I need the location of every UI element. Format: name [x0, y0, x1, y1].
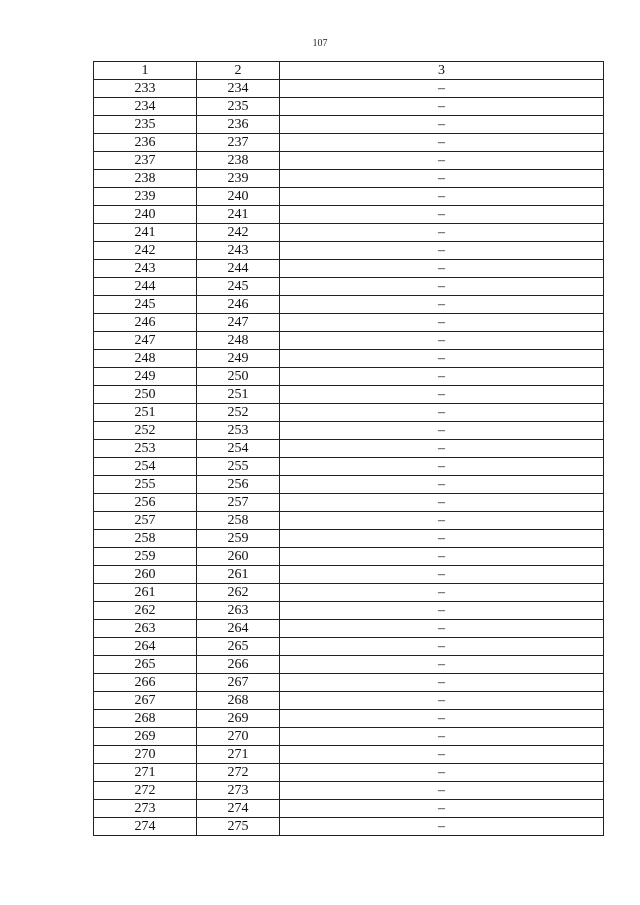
table-cell-col3: –	[280, 818, 604, 836]
table-cell-col2: 267	[197, 674, 280, 692]
table-cell-col2: 259	[197, 530, 280, 548]
table-cell-col3: –	[280, 368, 604, 386]
table-row	[94, 152, 604, 170]
table-cell-col1: 262	[94, 602, 197, 620]
table-row	[94, 566, 604, 584]
table-row	[94, 170, 604, 188]
table-cell-col2: 275	[197, 818, 280, 836]
table-cell-col3: –	[280, 800, 604, 818]
table-cell-col3: –	[280, 422, 604, 440]
table-cell-col3: –	[280, 98, 604, 116]
table-cell-col2: 254	[197, 440, 280, 458]
page-number: 107	[312, 38, 328, 49]
table-cell-col1: 242	[94, 242, 197, 260]
table-cell-col3: –	[280, 260, 604, 278]
table-cell-col2: 263	[197, 602, 280, 620]
table-cell-col1: 254	[94, 458, 197, 476]
table-row	[94, 224, 604, 242]
table-cell-col3: –	[280, 80, 604, 98]
column-header-1: 1	[94, 62, 197, 80]
table-cell-col3: –	[280, 746, 604, 764]
table-cell-col3: –	[280, 224, 604, 242]
table-cell-col3: –	[280, 566, 604, 584]
table-row	[94, 602, 604, 620]
table-cell-col3: –	[280, 584, 604, 602]
table-cell-col3: –	[280, 386, 604, 404]
table-cell-col3: –	[280, 152, 604, 170]
table-cell-col1: 263	[94, 620, 197, 638]
table-cell-col2: 269	[197, 710, 280, 728]
table-row	[94, 314, 604, 332]
table-cell-col3: –	[280, 530, 604, 548]
table-cell-col1: 261	[94, 584, 197, 602]
table-cell-col2: 273	[197, 782, 280, 800]
table-row	[94, 368, 604, 386]
table-cell-col1: 272	[94, 782, 197, 800]
table-cell-col2: 272	[197, 764, 280, 782]
table-row	[94, 296, 604, 314]
table-cell-col2: 239	[197, 170, 280, 188]
table-cell-col2: 248	[197, 332, 280, 350]
table-cell-col2: 244	[197, 260, 280, 278]
table-cell-col1: 240	[94, 206, 197, 224]
table-cell-col1: 237	[94, 152, 197, 170]
table-cell-col1: 265	[94, 656, 197, 674]
table-cell-col2: 268	[197, 692, 280, 710]
table-cell-col3: –	[280, 692, 604, 710]
table-cell-col1: 250	[94, 386, 197, 404]
table-cell-col3: –	[280, 728, 604, 746]
table-row	[94, 656, 604, 674]
table-cell-col2: 238	[197, 152, 280, 170]
table-row	[94, 818, 604, 836]
table-cell-col2: 262	[197, 584, 280, 602]
table-cell-col1: 246	[94, 314, 197, 332]
table-row	[94, 746, 604, 764]
table-row	[94, 80, 604, 98]
table-cell-col1: 269	[94, 728, 197, 746]
table-cell-col1: 264	[94, 638, 197, 656]
table-cell-col2: 234	[197, 80, 280, 98]
table-row	[94, 530, 604, 548]
table-cell-col1: 267	[94, 692, 197, 710]
table-cell-col1: 270	[94, 746, 197, 764]
table-row	[94, 692, 604, 710]
table-cell-col3: –	[280, 206, 604, 224]
table-row	[94, 242, 604, 260]
table-cell-col2: 237	[197, 134, 280, 152]
table-cell-col2: 253	[197, 422, 280, 440]
table-cell-col1: 236	[94, 134, 197, 152]
table-cell-col1: 247	[94, 332, 197, 350]
table-cell-col2: 249	[197, 350, 280, 368]
table-row	[94, 728, 604, 746]
table-row	[94, 98, 604, 116]
table-cell-col2: 261	[197, 566, 280, 584]
table-cell-col2: 243	[197, 242, 280, 260]
table-cell-col2: 265	[197, 638, 280, 656]
table-cell-col2: 258	[197, 512, 280, 530]
table-row	[94, 134, 604, 152]
table-cell-col1: 257	[94, 512, 197, 530]
table-cell-col3: –	[280, 656, 604, 674]
table-row	[94, 278, 604, 296]
table-cell-col1: 244	[94, 278, 197, 296]
table-row	[94, 260, 604, 278]
table-cell-col2: 245	[197, 278, 280, 296]
table-cell-col2: 250	[197, 368, 280, 386]
table-cell-col3: –	[280, 170, 604, 188]
table-cell-col1: 249	[94, 368, 197, 386]
table-cell-col3: –	[280, 494, 604, 512]
table-cell-col3: –	[280, 332, 604, 350]
table-cell-col1: 238	[94, 170, 197, 188]
table-row	[94, 494, 604, 512]
table-cell-col1: 235	[94, 116, 197, 134]
table-row	[94, 674, 604, 692]
table-row	[94, 512, 604, 530]
table-cell-col1: 233	[94, 80, 197, 98]
data-table	[93, 61, 604, 836]
table-cell-col1: 256	[94, 494, 197, 512]
table-cell-col1: 271	[94, 764, 197, 782]
table-cell-col3: –	[280, 242, 604, 260]
table-row	[94, 548, 604, 566]
table-cell-col1: 260	[94, 566, 197, 584]
table-cell-col2: 246	[197, 296, 280, 314]
table-cell-col2: 260	[197, 548, 280, 566]
table-cell-col1: 234	[94, 98, 197, 116]
table-cell-col2: 274	[197, 800, 280, 818]
table-row	[94, 350, 604, 368]
table-cell-col3: –	[280, 278, 604, 296]
table-cell-col2: 252	[197, 404, 280, 422]
table-row	[94, 332, 604, 350]
table-cell-col2: 236	[197, 116, 280, 134]
table-cell-col2: 271	[197, 746, 280, 764]
table-cell-col2: 247	[197, 314, 280, 332]
table-row	[94, 710, 604, 728]
table-cell-col2: 264	[197, 620, 280, 638]
table-cell-col3: –	[280, 314, 604, 332]
table-cell-col3: –	[280, 116, 604, 134]
table-cell-col2: 241	[197, 206, 280, 224]
table-cell-col3: –	[280, 764, 604, 782]
table-row	[94, 476, 604, 494]
table-cell-col2: 251	[197, 386, 280, 404]
column-header-2: 2	[197, 62, 280, 80]
table-cell-col3: –	[280, 404, 604, 422]
table-cell-col1: 273	[94, 800, 197, 818]
table-cell-col3: –	[280, 134, 604, 152]
table-cell-col3: –	[280, 710, 604, 728]
table-body	[94, 80, 604, 836]
column-header-3: 3	[280, 62, 604, 80]
table-cell-col1: 258	[94, 530, 197, 548]
table-row	[94, 206, 604, 224]
table-cell-col2: 270	[197, 728, 280, 746]
table-cell-col2: 235	[197, 98, 280, 116]
table-cell-col3: –	[280, 620, 604, 638]
table-cell-col1: 255	[94, 476, 197, 494]
table-cell-col1: 239	[94, 188, 197, 206]
table-cell-col3: –	[280, 782, 604, 800]
table-cell-col1: 268	[94, 710, 197, 728]
table-cell-col1: 253	[94, 440, 197, 458]
table-cell-col3: –	[280, 458, 604, 476]
table-row	[94, 584, 604, 602]
table-row	[94, 422, 604, 440]
table-cell-col3: –	[280, 188, 604, 206]
table-cell-col1: 241	[94, 224, 197, 242]
table-row	[94, 800, 604, 818]
table-cell-col2: 257	[197, 494, 280, 512]
table-cell-col1: 245	[94, 296, 197, 314]
table-row	[94, 764, 604, 782]
table-row	[94, 458, 604, 476]
table-header-row	[94, 62, 604, 80]
table-row	[94, 116, 604, 134]
table-cell-col3: –	[280, 350, 604, 368]
table-cell-col2: 240	[197, 188, 280, 206]
table-cell-col1: 274	[94, 818, 197, 836]
table-cell-col3: –	[280, 602, 604, 620]
table-cell-col1: 259	[94, 548, 197, 566]
table-cell-col3: –	[280, 512, 604, 530]
table-row	[94, 440, 604, 458]
table-cell-col3: –	[280, 638, 604, 656]
table-cell-col1: 252	[94, 422, 197, 440]
table-cell-col3: –	[280, 296, 604, 314]
table-cell-col1: 248	[94, 350, 197, 368]
table-row	[94, 188, 604, 206]
table-row	[94, 782, 604, 800]
table-row	[94, 638, 604, 656]
table-cell-col3: –	[280, 476, 604, 494]
table-cell-col2: 255	[197, 458, 280, 476]
table-row	[94, 620, 604, 638]
table-cell-col1: 251	[94, 404, 197, 422]
table-row	[94, 386, 604, 404]
table-cell-col1: 266	[94, 674, 197, 692]
table-cell-col2: 242	[197, 224, 280, 242]
table-row	[94, 404, 604, 422]
table-cell-col3: –	[280, 548, 604, 566]
table-cell-col3: –	[280, 674, 604, 692]
table-cell-col3: –	[280, 440, 604, 458]
table-cell-col1: 243	[94, 260, 197, 278]
table-cell-col2: 266	[197, 656, 280, 674]
table-cell-col2: 256	[197, 476, 280, 494]
